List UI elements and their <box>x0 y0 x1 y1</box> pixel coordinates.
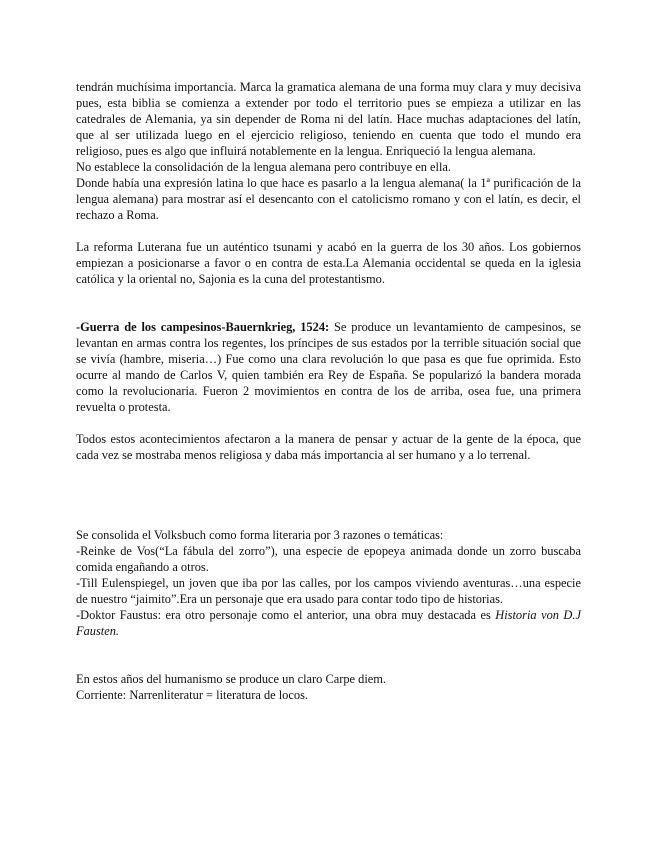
list-item-reinke: -Reinke de Vos(“La fábula del zorro”), una especie de epopeya animada donde un zorro buscaba comida engañando a otros. <box>76 544 581 574</box>
paragraph-narrenliteratur: Corriente: Narrenliteratur = literatura de locos. <box>76 688 308 702</box>
spacer <box>76 287 581 319</box>
faustus-text: -Doktor Faustus: era otro personaje como el anterior, una obra muy destacada es <box>76 608 496 622</box>
paragraph-biblia: tendrán muchísima importancia. Marca la gramatica alemana de una forma muy clara y muy decisiva pues, esta biblia se comienza a extender por todo el territorio pues se empieza a utilizar en las catedrales de Alemania, ya sin depender de Roma ni del latín. Hace muchas adaptaciones del latín, que al ser utilizada luego en el ejercicio religioso, teniendo en cuenta que todo el mundo era religioso, pues es algo que influirá notablemente en la lengua. Enriqueció la lengua alemana. <box>76 80 581 158</box>
paragraph-acontecimientos: Todos estos acontecimientos afectaron a la manera de pensar y actuar de la gente de la época, que cada vez se mostraba menos religiosa y daba más importancia al ser humano y a lo terrenal. <box>76 432 581 462</box>
spacer <box>76 415 581 431</box>
paragraph-volksbuch-intro: Se consolida el Volksbuch como forma literaria por 3 razones o temáticas: <box>76 528 444 542</box>
document-page <box>76 79 581 703</box>
paragraph-reforma-luterana: La reforma Luterana fue un auténtico tsunami y acabó en la guerra de los 30 años. Los gobiernos empiezan a posicionarse a favor o en contra de esta.La Alemania occidental se queda en la iglesia católica y la oriental no, Sajonia es la cuna del protestantismo. <box>76 240 581 286</box>
paragraph-carpe-diem: En estos años del humanismo se produce un claro Carpe diem. <box>76 672 387 686</box>
paragraph-guerra-campesinos <box>76 319 581 415</box>
list-item-till: -Till Eulenspiegel, un joven que iba por las calles, por los campos viviendo aventuras…una especie de nuestro “jaimito”.Era un personaje que era usado para contar todo tipo de historias. <box>76 576 581 606</box>
spacer <box>76 463 581 527</box>
paragraph-consolidacion: No establece la consolidación de la lengua alemana pero contribuye en ella. <box>76 160 451 174</box>
faustus-title: Historia von D.J Fausten. <box>76 608 581 638</box>
spacer <box>76 639 581 671</box>
spacer <box>76 223 581 239</box>
list-item-faustus <box>76 607 581 639</box>
guerra-text: Se produce un levantamiento de campesinos, se levantan en armas contra los regentes, los príncipes de sus estados por la terrible situación social que se vivía (hambre, miseria…) Fue como una clara revolución lo que pasa es que fue oprimida. Esto ocurre al mando de Carlos V, quien también era Rey de España. Se popularizó la bandera morada como la revolucionaria. Fueron 2 movimientos en contra de los de arriba, osea fue, una primera revuelta o protesta. <box>76 320 581 414</box>
paragraph-expresion-latina: Donde había una expresión latina lo que hace es pasarlo a la lengua alemana( la 1ª purificación de la lengua alemana) para mostrar así el desencanto con el catolicismo romano y con el latín, es decir, el rechazo a Roma. <box>76 176 581 222</box>
guerra-heading: -Guerra de los campesinos-Bauernkrieg, 1524: <box>76 320 330 334</box>
